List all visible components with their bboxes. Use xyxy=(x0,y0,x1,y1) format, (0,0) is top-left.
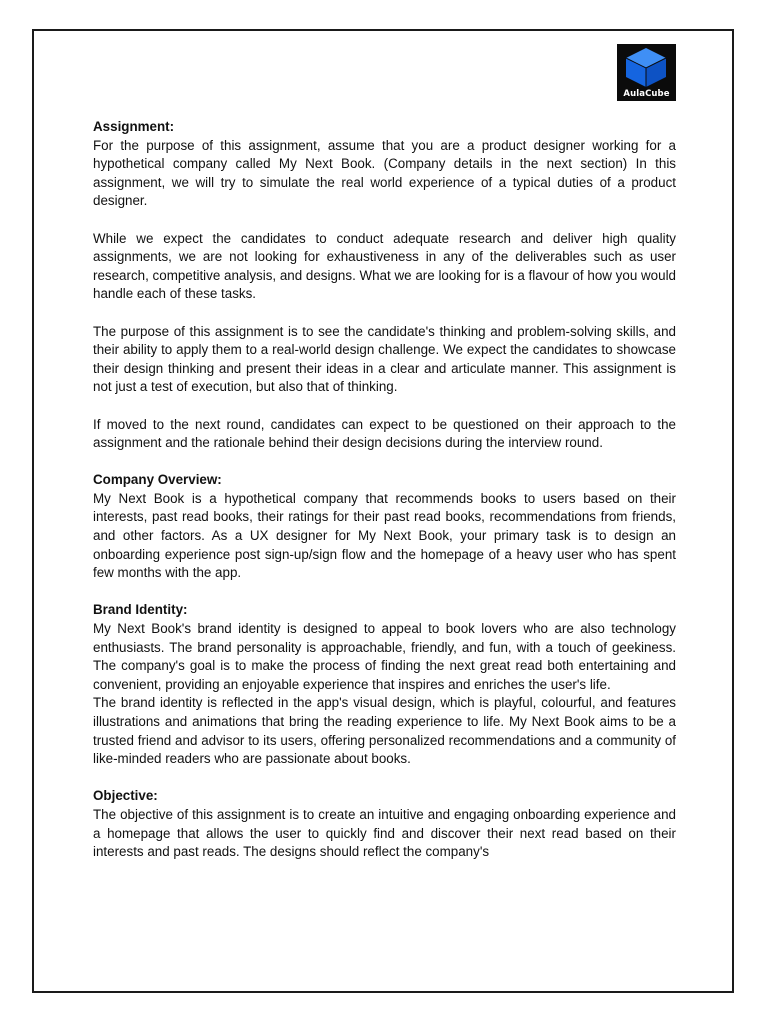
company-overview-paragraph: My Next Book is a hypothetical company that recommends books to users based on their interests, past read books, their ratings for their past read books, recommendations from friends, and other factors. As a UX designer for My Next Book, your primary task is to design an onboarding experience post sign-up/sign flow and the homepage of a heavy user who has spent few months with the app. xyxy=(93,490,676,581)
aulacube-logo xyxy=(617,44,676,101)
brand-identity-paragraph-1: My Next Book's brand identity is designed to appeal to book lovers who are also technology enthusiasts. The brand personality is approachable, friendly, and fun, with a touch of geekiness. The company's goal is to make the process of finding the next great read both entertaining and convenient, providing an enjoyable experience that inspires and enriches the user's life. xyxy=(93,621,676,692)
assignment-paragraph-4: If moved to the next round, candidates can expect to be questioned on their approach to the assignment and the rationale behind their design decisions during the interview round. xyxy=(93,416,676,451)
brand-identity-heading: Brand Identity: xyxy=(93,602,188,618)
objective-heading: Objective: xyxy=(93,788,158,804)
document-body xyxy=(93,118,676,862)
assignment-heading: Assignment: xyxy=(93,119,175,134)
cube-icon xyxy=(624,47,668,88)
assignment-paragraph-1: For the purpose of this assignment, assume that you are a product designer working for a hypothetical company called My Next Book. (Company details in the next section) In this assignment, we will try to simulate the real world experience of a typical duties of a product designer. xyxy=(93,137,676,209)
brand-identity-paragraph-2: The brand identity is reflected in the app's visual design, which is playful, colourful, and features illustrations and animations that bring the reading experience to life. My Next Book aims to be a trusted friend and advisor to its users, offering personalized recommendations and a community of like-minded readers who are passionate about books. xyxy=(93,695,676,767)
assignment-paragraph-3: The purpose of this assignment is to see the candidate's thinking and problem-solving skills, and their ability to apply them to a real-world design challenge. We expect the candidates to showcase their design thinking and present their ideas in a clear and articulate manner. This assignment is not just a test of execution, but also that of thinking. xyxy=(93,323,676,395)
objective-paragraph: The objective of this assignment is to create an intuitive and engaging onboarding experience and a homepage that allows the user to quickly find and discover their next read based on their interests and past reads. The designs should reflect the company's xyxy=(93,806,676,860)
logo-wordmark: AulaCube xyxy=(623,89,670,99)
assignment-paragraph-2: While we expect the candidates to conduct adequate research and deliver high quality assignments, we are not looking for exhaustiveness in any of the deliverables such as user research, competitive analysis, and designs. What we are looking for is a flavour of how you would handle each of these tasks. xyxy=(93,230,676,302)
company-overview-heading: Company Overview: xyxy=(93,472,222,488)
